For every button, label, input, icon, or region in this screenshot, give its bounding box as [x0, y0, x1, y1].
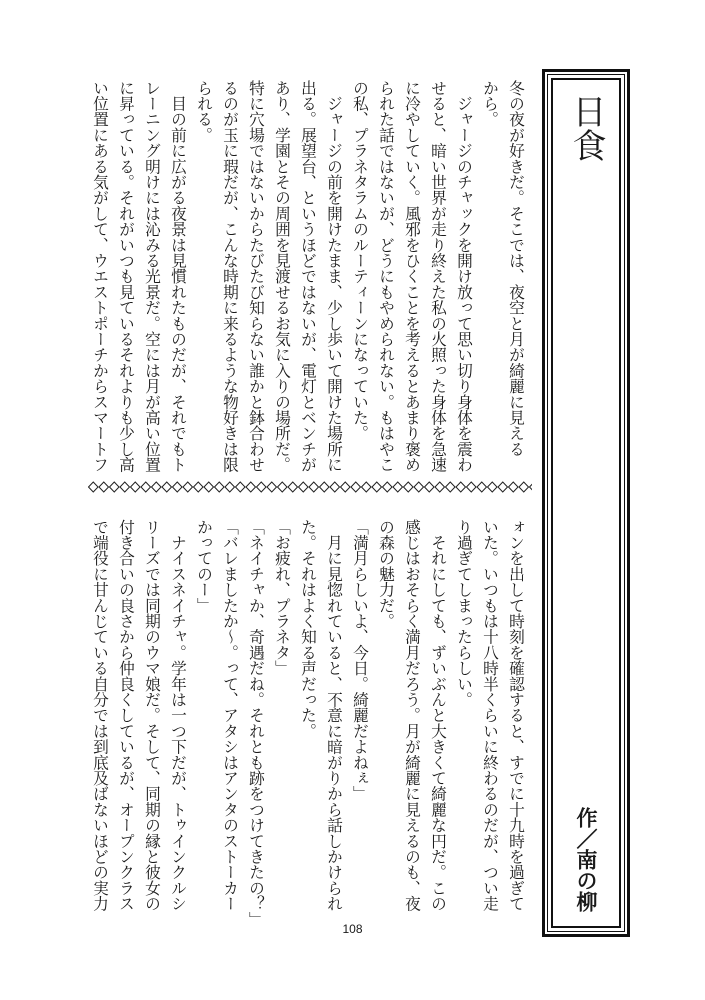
text-column: いた。いつもは十八時半くらいに終わるのだが、つい走	[481, 519, 500, 912]
text-column: 「バレましたか〜。って、アタシはアンタのストーカー	[221, 519, 240, 912]
text-column: られた話ではないが、どうにもやめられない。もはやこ	[377, 80, 396, 473]
text-column: 付き合いの良さから仲良くしているが、オープンクラス	[117, 519, 136, 912]
text-column: 「ネイチャか、奇遇だね。それとも跡をつけてきたの？」	[247, 519, 266, 928]
text-column: られる。	[195, 80, 214, 143]
title-frame	[542, 69, 630, 937]
text-column: り過ぎてしまったらしい。	[455, 519, 474, 708]
text-column: レーニング明けには沁みる光景だ。空には月が高い位置	[143, 80, 162, 473]
text-column: の森の魅力だ。	[377, 519, 396, 629]
text-column: リーズでは同期のウマ娘だ。そして、同期の縁と彼女の	[143, 519, 162, 912]
text-column: 「満月らしいよ、今日。綺麗だよねぇ」	[351, 519, 370, 802]
text-column: 特に穴場ではないからたびたび知らない誰かと鉢合わせ	[247, 80, 266, 473]
text-column: ナイスネイチャ。学年は一つ下だが、トゥインクルシ	[169, 519, 188, 912]
text-column: 出る。展望台、というほどではないが、電灯とベンチが	[299, 80, 318, 473]
text-column: ォンを出して時刻を確認すると、すでに十九時を過ぎて	[507, 519, 526, 912]
story-title: 日食	[566, 94, 606, 162]
text-column: 「お疲れ、プラネタ」	[273, 519, 292, 676]
text-column: ジャージのチャックを開け放って思い切り身体を震わ	[455, 80, 474, 473]
text-column: に昇っている。それがいつも見ているそれよりも少し高	[117, 80, 136, 473]
page-number: 108	[342, 922, 363, 936]
text-column: に冷やしていく。風邪をひくことを考えるとあまり褒め	[403, 80, 422, 473]
text-column: から。	[481, 80, 500, 128]
text-column: ジャージの前を開けたまま、少し歩いて開けた場所に	[325, 80, 344, 473]
text-column: それにしても、ずいぶんと大きくて綺麗な円だ。この	[429, 519, 448, 912]
text-column: 月に見惚れていると、不意に暗がりから話しかけられ	[325, 519, 344, 912]
text-column: た。それはよく知る声だった。	[299, 519, 318, 739]
text-block-top	[87, 80, 529, 473]
author-credit: 作／南の柳	[574, 807, 599, 912]
text-column: 感じはおそらく満月だろう。月が綺麗に見えるのも、夜	[403, 519, 422, 912]
text-column: の私、プラネタラムのルーティーンになっていた。	[351, 80, 370, 442]
text-column: せると、暗い世界が走り終えた私の火照った身体を急速	[429, 80, 448, 473]
diamond-divider	[88, 481, 532, 493]
text-column: るのが玉に瑕だが、こんな時期に来るような物好きは限	[221, 80, 240, 473]
text-column: 目の前に広がる夜景は見慣れたものだが、それでもト	[169, 80, 188, 473]
text-block-bottom	[87, 519, 529, 928]
text-column: で端役に甘んじている自分では到底及ばないほどの実力	[91, 519, 110, 912]
text-column: かってのー」	[195, 519, 214, 614]
text-column: 冬の夜が好きだ。そこでは、夜空と月が綺麗に見える	[507, 80, 526, 457]
frame-inner-line	[551, 78, 621, 928]
text-column: い位置にある気がして、ウエストポーチからスマートフ	[91, 80, 110, 473]
text-column: あり、学園とその周囲を見渡せるお気に入りの場所だ。	[273, 80, 292, 473]
